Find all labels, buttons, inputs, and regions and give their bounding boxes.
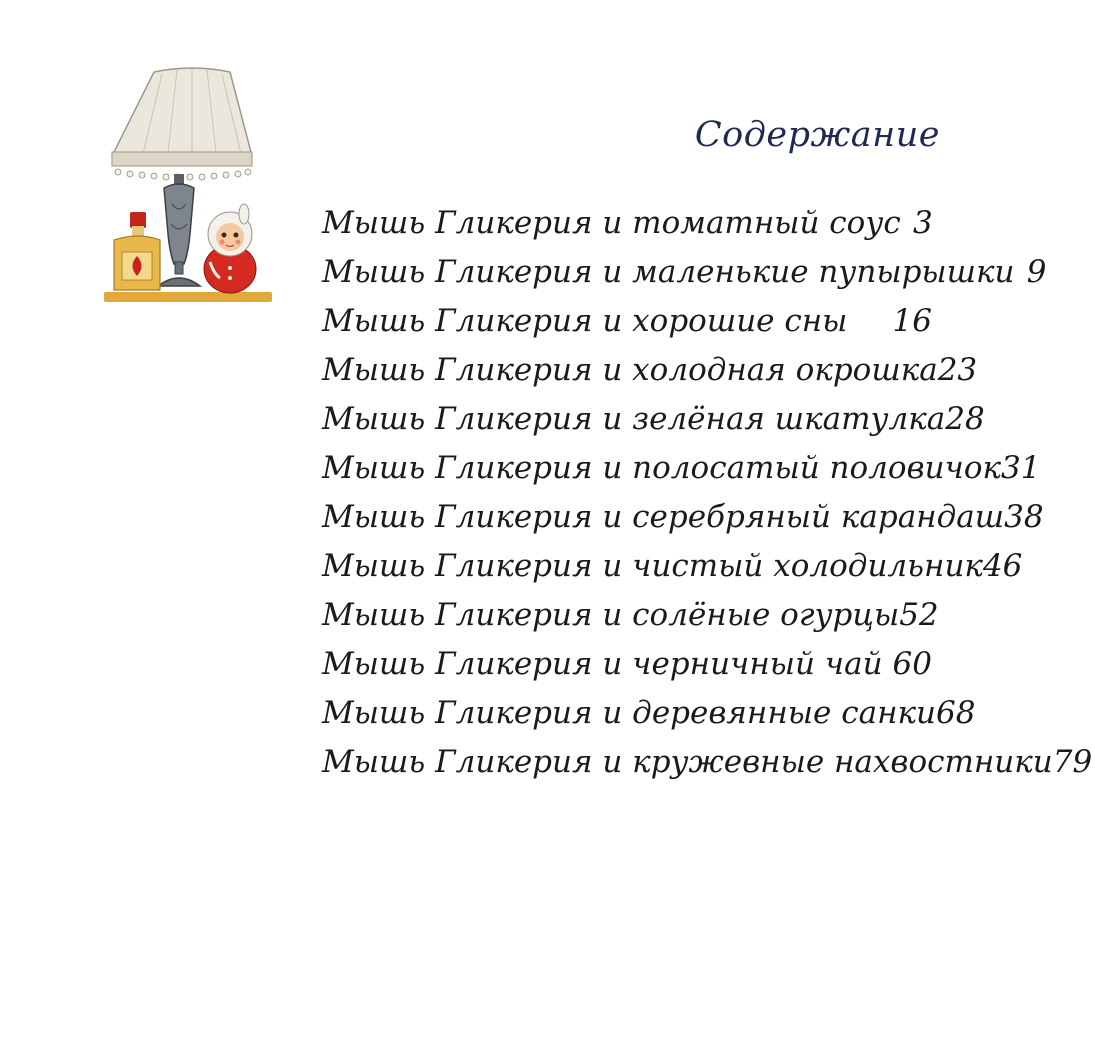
toc-entry (322, 744, 1093, 793)
toc-entry-page: 60 (892, 646, 932, 682)
toc-entry-title: Мышь Гликерия и томатный соус (322, 205, 901, 241)
toc-entry-page: 3 (912, 205, 933, 241)
toc-entry (322, 695, 976, 744)
toc-entry-page: 38 (1004, 499, 1044, 535)
toc-entry-page: 79 (1052, 744, 1093, 780)
toc-entry-page: 9 (1026, 254, 1047, 290)
page-title: Содержание (694, 115, 940, 155)
toc-entry (322, 450, 1041, 499)
toc-entry-title: Мышь Гликерия и солёные огурцы (322, 597, 900, 633)
toc-entry-page: 46 (982, 548, 1023, 584)
toc-entry-page: 23 (937, 352, 978, 388)
toc-entry-title: Мышь Гликерия и чистый холодильник (322, 548, 983, 584)
lamp-bottle-doll-illustration (102, 64, 282, 314)
lamp-base-icon (158, 174, 200, 286)
toc-entry-page: 16 (892, 303, 932, 339)
toc-entry (322, 548, 1023, 597)
toc-entry (322, 646, 942, 695)
bottle-icon (114, 212, 160, 290)
toc-entry-title: Мышь Гликерия и полосатый половичок (322, 450, 1002, 486)
toc-entry-title: Мышь Гликерия и кружевные нахвостники (322, 744, 1053, 780)
toc-entry-title: Мышь Гликерия и маленькие пупырышки (322, 254, 1015, 290)
shelf-icon (104, 292, 272, 302)
toc-entry (322, 597, 942, 646)
doll-icon (204, 204, 256, 293)
toc-entry-title: Мышь Гликерия и черничный чай (322, 646, 883, 682)
toc-entry-title: Мышь Гликерия и холодная окрошка (322, 352, 938, 388)
toc-entry-title: Мышь Гликерия и хорошие сны (322, 303, 848, 339)
toc-entry (322, 352, 978, 401)
toc-entry (322, 254, 1047, 303)
toc-entry (322, 499, 1044, 548)
toc-entry-page: 52 (899, 597, 939, 633)
lampshade-icon (112, 68, 252, 162)
toc-list (322, 205, 1093, 793)
toc-entry-title: Мышь Гликерия и деревянные санки (322, 695, 936, 731)
toc-entry-title: Мышь Гликерия и серебряный карандаш (322, 499, 1005, 535)
toc-entry-page: 68 (935, 695, 976, 731)
toc-entry (322, 205, 942, 254)
toc-entry (322, 303, 942, 352)
toc-entry-page: 28 (945, 401, 985, 437)
toc-entry-page: 31 (1001, 450, 1041, 486)
toc-entry (322, 401, 985, 450)
toc-entry-title: Мышь Гликерия и зелёная шкатулка (322, 401, 946, 437)
